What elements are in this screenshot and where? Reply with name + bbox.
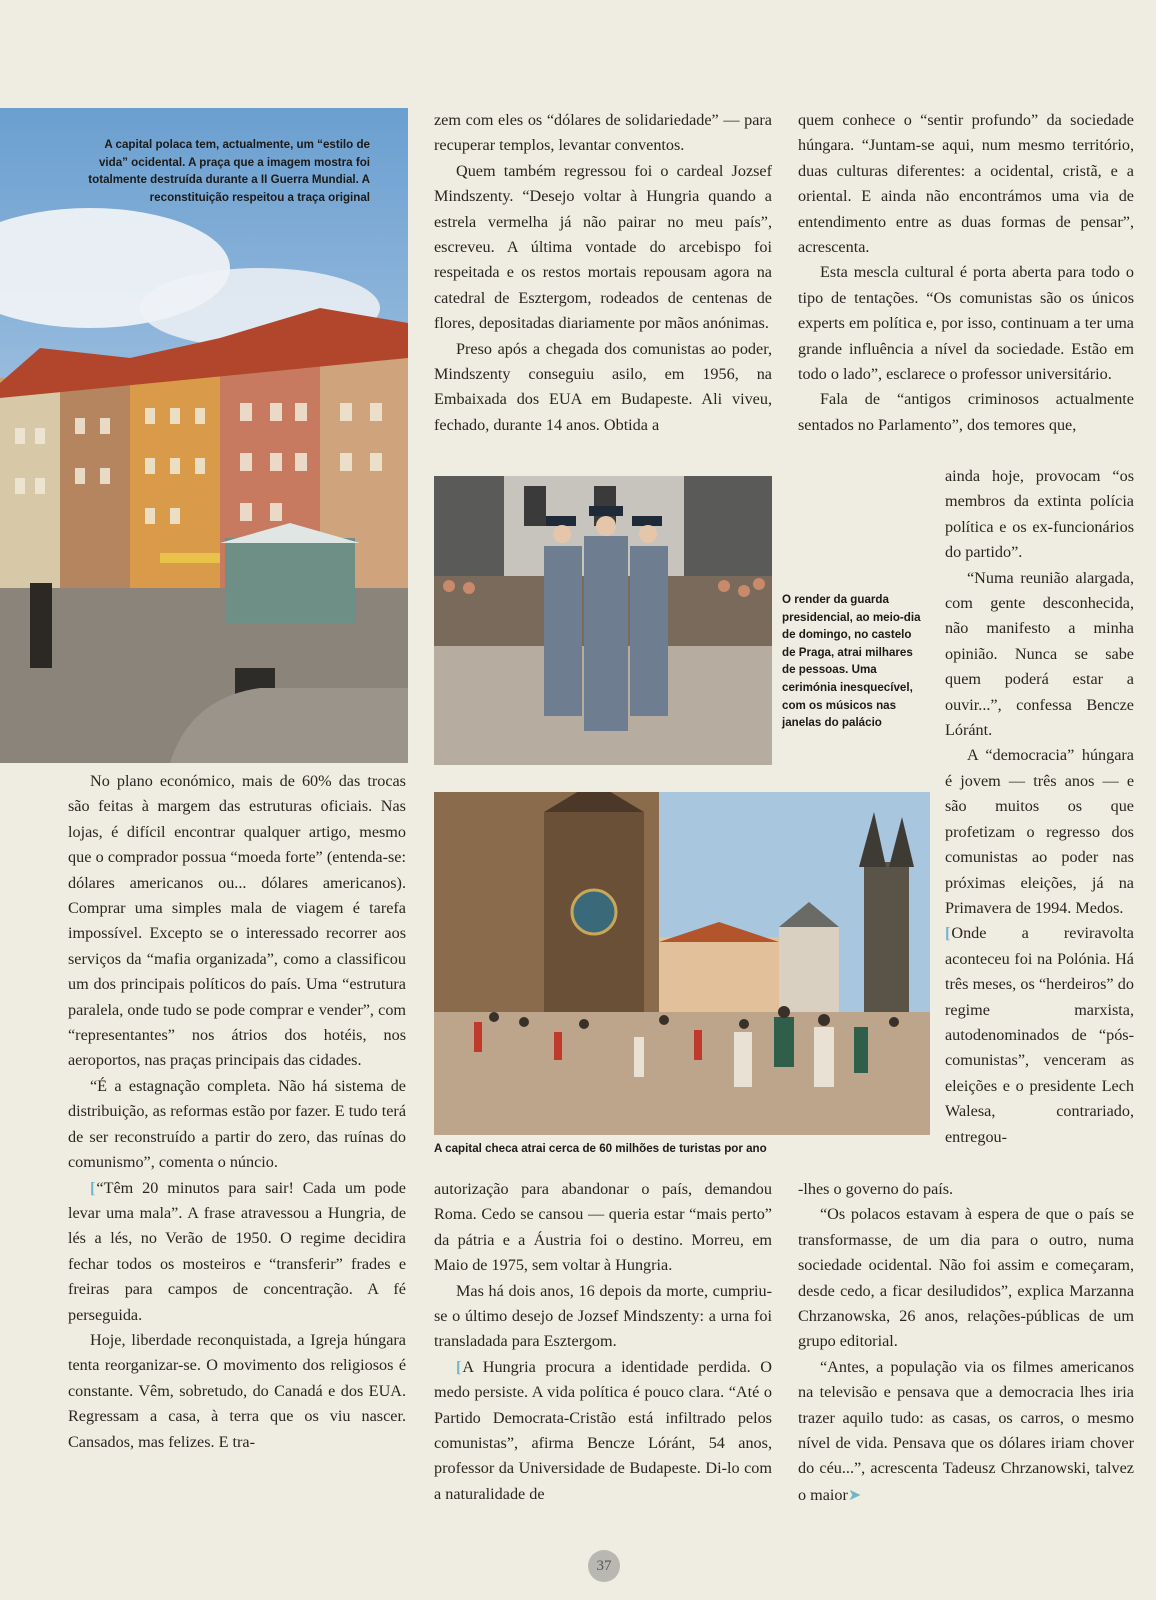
- paragraph: “Os polacos estavam à espera de que o país se transformasse, de um dia para o outro, numa sociedade ocidental. Não foi assim e começaram, desde cedo, a ficar desiludidos”, explica Marzanna Chrzanowska, 26 anos, relações-públicas de um grupo editorial.: [798, 1205, 1134, 1351]
- paragraph: autorização para abandonar o país, demandou Roma. Cedo se cansou — queria estar “mais perto” da pátria e a Áustria foi o destino. Morreu, em Maio de 1975, sem voltar à Hungria.: [434, 1180, 772, 1275]
- paragraph: A Hungria procura a identidade perdida. O medo persiste. A vida política é pouco clara. “Até o Partido Democrata-Cristão está infiltrado pelos comunistas”, afirma Bencze Lóránt, 54 anos, professor da Universidade de Budapeste. Di-lo com a naturalidade de: [434, 1357, 772, 1503]
- paragraph: No plano económico, mais de 60% das trocas são feitas à margem das estruturas oficiais. Nas lojas, é difícil encontrar qualquer artigo, mesmo que o comprador possua “moeda forte” (entenda-se: dólares americanos ou... dólares americanos). Comprar uma simples mala de viagem é tarefa impossível. Excepto se o interessado recorrer aos serviços da “mafia organizada”, como a classificou um dos principais políticos do país. Uma “estrutura paralela, onde tudo se pode comprar e vender”, com “representantes” nos átrios dos hotéis, nos aeroportos, nas praças principais das cidades.: [68, 772, 406, 1070]
- guard-photo: [434, 476, 772, 765]
- column-3-top-text: [798, 108, 1134, 438]
- paragraph: ainda hoje, provocam “os membros da extinta polícia política e os ex-funcionários do partido”.: [945, 467, 1134, 562]
- column-2-top-text: [434, 108, 772, 438]
- warsaw-photo-caption: A capital polaca tem, actualmente, um “estilo de vida” ocidental. A praça que a imagem mostra foi totalmente destruída durante a II Guerra Mundial. A reconstituição respeitou a traça original: [88, 138, 370, 204]
- section-marker: [: [945, 924, 951, 943]
- paragraph: Mas há dois anos, 16 depois da morte, cumpriu-se o último desejo de Jozsef Mindszenty: a urna foi transladada para Esztergom.: [434, 1281, 772, 1351]
- paragraph: Onde a reviravolta aconteceu foi na Polónia. Há três meses, os “herdeiros” do regime marxista, autodenominados de “pós-comunistas”, venceram as eleições e o presidente Lech Walesa, contrariado, entregou-: [945, 924, 1134, 1146]
- paragraph: Fala de “antigos criminosos actualmente sentados no Parlamento”, dos temores que,: [798, 390, 1134, 434]
- column-3-bottom-text: [798, 1177, 1134, 1508]
- paragraph: Preso após a chegada dos comunistas ao poder, Mindszenty conseguiu asilo, em 1956, na Embaixada dos EUA em Budapeste. Ali viveu, fechado, durante 14 anos. Obtida a: [434, 339, 772, 434]
- paragraph: “Antes, a população via os filmes americanos na televisão e pensava que a democracia lhes iria trazer aquilo tudo: as casas, os carros, o mesmo nível de vida. Pensava que os dólares iriam chover do céu...”, acrescenta Tadeusz Chrzanowski, talvez o maior: [798, 1357, 1134, 1504]
- section-marker: [: [456, 1357, 462, 1376]
- paragraph: “Numa reunião alargada, com gente desconhecida, não manifesto a minha opinião. Nunca se sabe quem poderá estar a ouvir...”, confessa Bencze Lóránt.: [945, 568, 1134, 740]
- column-2-bottom-text: [434, 1177, 772, 1507]
- paragraph: “É a estagnação completa. Não há sistema de distribuição, as reformas estão por fazer. E tudo terá de ser reconstruído a partir do zero, das ruínas do comunismo”, comenta o núncio.: [68, 1076, 406, 1172]
- paragraph: -lhes o governo do país.: [798, 1180, 954, 1198]
- column-3-narrow-text: [945, 464, 1134, 1150]
- paragraph: Hoje, liberdade reconquistada, a Igreja húngara tenta reorganizar-se. O movimento dos religiosos é constante. Vêm, sobretudo, do Canadá e dos EUA. Regressam a casa, à terra que os viu nascer. Cansados, mas felizes. E tra-: [68, 1330, 406, 1451]
- column-1-text: [68, 769, 406, 1455]
- page-number: 37: [588, 1550, 620, 1582]
- paragraph: quem conhece o “sentir profundo” da sociedade húngara. “Juntam-se aqui, num mesmo território, duas culturas diferentes: a ocidental, cristã, e a oriental. E ainda não encontrámos uma via de entendimento entre as duas formas de pensar”, acrescenta.: [798, 111, 1134, 257]
- arrow-right-icon: ➤: [847, 1484, 862, 1504]
- paragraph: Quem também regressou foi o cardeal Jozsef Mindszenty. “Desejo voltar à Hungria quando a estrela vermelha já não pairar no meu país”, escreveu. A última vontade do arcebispo foi respeitada e os restos mortais repousam agora na catedral de Esztergom, rodeados de centenas de flores, depositadas diariamente por mãos anónimas.: [434, 161, 772, 333]
- paragraph: Esta mescla cultural é porta aberta para todo o tipo de tentações. “Os comunistas são os únicos experts em política e, por isso, continuam a ter uma grande influência a nível da sociedade. Estão em todo o lado”, esclarece o professor universitário.: [798, 263, 1134, 384]
- prague-photo-caption: A capital checa atrai cerca de 60 milhões de turistas por ano: [434, 1142, 767, 1155]
- paragraph: zem com eles os “dólares de solidariedade” — para recuperar templos, levantar conventos.: [434, 111, 772, 155]
- prague-square-photo: [434, 792, 930, 1135]
- section-marker: [: [90, 1178, 96, 1197]
- paragraph: A “democracia” húngara é jovem — três anos — e são muitos os que profetizam o regresso dos comunistas ao poder nas próximas eleições, já na Primavera de 1994. Medos.: [945, 746, 1134, 917]
- guard-photo-caption: O render da guarda presidencial, ao meio-dia de domingo, no castelo de Praga, atrai milhares de pessoas. Uma cerimónia inesquecível, com os músicos nas janelas do palácio: [782, 593, 921, 730]
- paragraph: “Têm 20 minutos para sair! Cada um pode levar uma mala”. A frase atravessou a Hungria, de lés a lés, no Verão de 1950. O regime decidira fechar todos os mosteiros e “transferir” frades e freiras para campos de concentração. A fé perseguida.: [68, 1178, 406, 1324]
